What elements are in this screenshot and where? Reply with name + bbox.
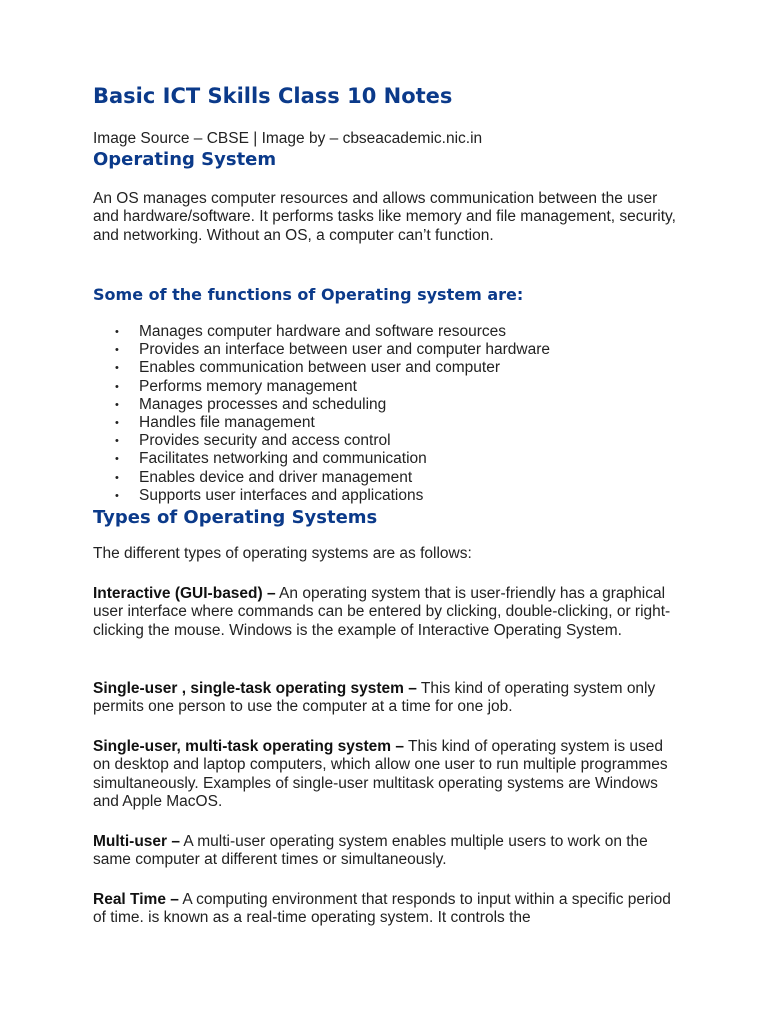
type-multi-task-paragraph: [93, 738, 683, 811]
types-heading: Types of Operating Systems: [93, 507, 378, 528]
type-term: Interactive (GUI-based) –: [93, 585, 276, 602]
bullet-icon: •: [115, 489, 119, 502]
list-item-text: Manages processes and scheduling: [139, 395, 387, 413]
list-item: [93, 450, 693, 468]
functions-heading: Some of the functions of Operating system are:: [93, 285, 524, 304]
type-description: A multi-user operating system enables multiple users to work on the same computer at different times or simultaneously.: [93, 833, 648, 869]
bullet-icon: •: [115, 326, 119, 338]
bullet-icon: •: [115, 416, 119, 429]
list-item: [93, 378, 693, 396]
type-description: This kind of operating system only permits one person to use the computer at a time for one job.: [93, 680, 656, 716]
list-item: [93, 487, 693, 505]
list-item-text: Performs memory management: [139, 377, 357, 395]
list-item-text: Enables communication between user and computer: [139, 359, 501, 377]
type-description: This kind of operating system is used on desktop and laptop computers, which allow one user to run multiple programmes simultaneously. Examples of single-user multitask operating systems are Windows and Apple MacOS.: [93, 738, 668, 810]
list-item-text: Manages computer hardware and software resources: [139, 323, 507, 340]
list-item-text: Handles file management: [139, 413, 315, 431]
page-title: Basic ICT Skills Class 10 Notes: [93, 84, 453, 108]
list-item: [93, 469, 693, 487]
bullet-icon: •: [115, 398, 119, 411]
bullet-icon: •: [115, 344, 119, 357]
types-intro-paragraph: The different types of operating systems are as follows:: [93, 545, 472, 562]
type-interactive-paragraph: [93, 585, 683, 640]
list-item: [93, 323, 693, 341]
bullet-icon: •: [115, 435, 119, 448]
list-item: [93, 432, 693, 450]
list-item-text: Provides an interface between user and computer hardware: [139, 341, 550, 359]
list-item: [93, 396, 693, 414]
list-item: [93, 341, 693, 359]
bullet-icon: •: [115, 380, 119, 393]
type-term: Single-user, multi-task operating system –: [93, 738, 404, 755]
list-item: [93, 359, 693, 377]
list-item-text: Supports user interfaces and applications: [139, 486, 424, 504]
type-term: Single-user , single-task operating system –: [93, 680, 417, 697]
image-source-caption: Image Source – CBSE | Image by – cbseacademic.nic.in: [93, 130, 483, 147]
bullet-icon: •: [115, 453, 119, 466]
type-real-time-paragraph: [93, 891, 683, 928]
os-intro-paragraph: An OS manages computer resources and allows communication between the user and hardware/software. It performs tasks like memory and file management, security, and networking. Without an OS, a computer can’t function.: [93, 190, 676, 244]
bullet-icon: •: [115, 362, 119, 375]
list-item-text: Facilitates networking and communication: [139, 450, 427, 468]
type-term: Multi-user –: [93, 833, 180, 850]
type-term: Real Time –: [93, 891, 179, 908]
list-item-text: Provides security and access control: [139, 432, 391, 450]
list-item: [93, 414, 693, 432]
type-single-task-paragraph: [93, 680, 683, 717]
os-heading: Operating System: [93, 149, 277, 170]
functions-list: [93, 323, 693, 505]
type-description: An operating system that is user-friendly has a graphical user interface where commands can be entered by clicking, double-clicking, or right-clicking the mouse. Windows is the example of Interactive Operating System.: [93, 585, 671, 639]
type-multi-user-paragraph: [93, 833, 683, 870]
list-item-text: Enables device and driver management: [139, 468, 413, 486]
type-description: A computing environment that responds to input within a specific period of time. is known as a real-time operating system. It controls the: [93, 891, 671, 927]
bullet-icon: •: [115, 471, 119, 484]
